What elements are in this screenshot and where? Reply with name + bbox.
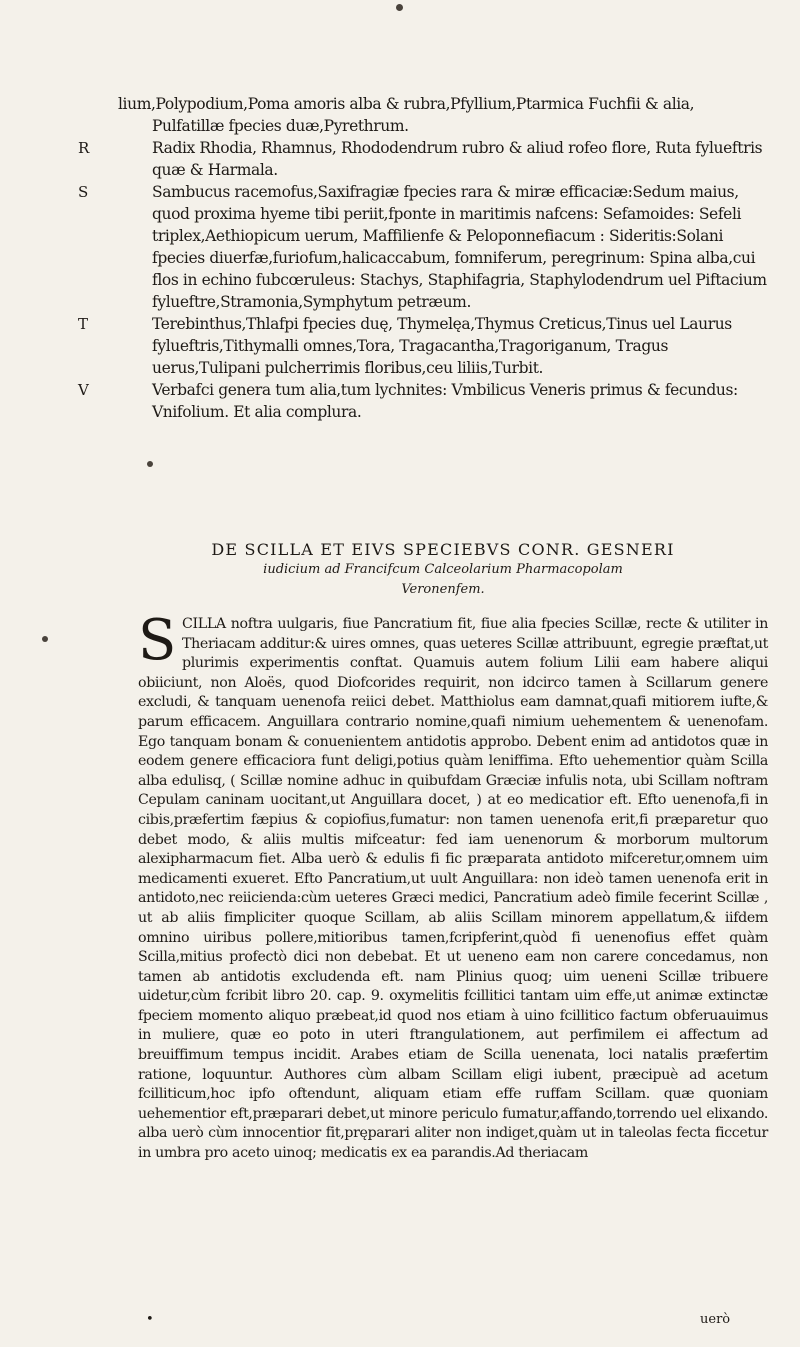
entry-s bbox=[78, 181, 768, 313]
ink-dot: • bbox=[146, 1312, 154, 1327]
entry-letter: S bbox=[78, 183, 88, 201]
entry-text: Terebinthus,Thlafpi fpecies duę, Thymelęa,Thymus Creticus,Tinus uel Laurus fylueftris,Tithymalli omnes,Tora, Tragacantha,Tragoriganum, Tragus uerus,Tulipani pulcherrimis floribus,ceu liliis,Turbit. bbox=[152, 315, 732, 377]
heading-subtitle: iudicium ad Francifcum Calceolarium Pharmacopolam bbox=[263, 562, 623, 577]
ink-blot bbox=[42, 636, 48, 642]
ink-blot bbox=[396, 4, 403, 11]
entry-letter: V bbox=[78, 381, 89, 399]
body-text: CILLA noftra uulgaris, fiue Pancratium fit, fiue alia fpecies Scillæ, recte & utiliter in Theriacam additur:& uires omnes, quas ueteres Scillæ attribuunt, egregie præftat,ut plurimis experimentis conftat. Quamuis autem folium Lilii eam habere aliqui obiiciunt, non Aloës, quod Diofcorides requirit, non idcirco tamen à Scillarum genere excludi, & tanquam uenenofa reiici debet. Matthiolus eam damnat,quafi mitiorem iufte,& parum efficacem. Anguillara contrario nomine,quafi nimium uehementem & uenenofam. Ego tanquam bonam & conuenientem antidotis approbo. Debent enim ad antidotos quæ in eodem genere efficaciora funt deligi,potius quàm leniffima. Efto uehementior quàm Scilla alba edulisq, ( Scillæ nomine adhuc in quibufdam Græciæ infulis nota, ubi Scillam noftram Cepulam caninam uocitant,ut Anguillara docet, ) at eo medicatior eft. Efto uenenofa,fi in cibis,præfertim fæpius & copiofius,fumatur: non tamen uenenofa erit,fi præparetur quo debet modo, & aliis multis mifceatur: fed iam uenenorum & morborum multorum alexipharmacum fiet. Alba uerò & edulis fi fic præparata antidoto mifceretur,omnem uim medicamenti exueret. Efto Pancratium,ut uult Anguillara: non ideò tamen uenenofa erit in antidoto,nec reiicienda:cùm ueteres Græci medici, Pancratium adeò fimile fecerint Scillæ , ut ab aliis fimpliciter quoque Scillam, ab aliis Scillam minorem appellatum,& iifdem omnino uiribus pollere,mitioribus tamen,fcripferint,quòd fi uenenofius effet quàm Scilla,mitius profectò dici non debebat. Et ut ueneno eam non carere concedamus, non tamen ab antidotis excludenda eft. nam Plinius quoq; uim ueneni Scillæ tribuere uidetur,cùm fcribit libro 20. cap. 9. oxymelitis fcillitici tantam uim effe,ut animæ extinctæ fpeciem momento aliquo præbeat,id quod nos etiam à uino fcillitico factum obferuauimus in muliere, quæ eo poto in uteri ftrangulationem, aut perfimilem ei affectum ad breuiffimum tempus incidit. Arabes etiam de Scilla uenenata, loci natalis præfertim ratione, loquuntur. Authores cùm albam Scillam eligi iubent, præcipuè ad acetum fcilliticum,hoc ipfo oftendunt, aliquam etiam effe ruffam Scillam. quæ quoniam uehementior eft,præparari debet,ut minore periculo fumatur,affando,torrendo uel elixando. alba uerò cùm innocentior fit,pręparari aliter non indiget,quàm ut in taleolas fecta ficcetur in umbra pro aceto uinoq; medicatis ex ea parandis.Ad theriacam bbox=[138, 616, 768, 1162]
drop-capital: S bbox=[138, 608, 177, 673]
continued-line: Pulfatillæ fpecies duæ,Pyrethrum. bbox=[152, 117, 409, 135]
entry-text: Verbafci genera tum alia,tum lychnites: Vmbilicus Veneris primus & fecundus: Vnifolium. Et alia complura. bbox=[152, 381, 738, 421]
heading-subtitle-2: Veronenfem. bbox=[401, 582, 485, 597]
entry-text: Sambucus racemofus,Saxifragiæ fpecies rara & miræ efficaciæ:Sedum maius, quod proxima hyeme tibi periit,fponte in maritimis nafcens: Sefamoides: Sefeli triplex,Aethiopicum uerum, Maffilienfe & Peloponnefiacum : Sideritis:Solani fpecies diuerfæ,furiofum,halicaccabum, fomniferum, peregrinum: Spina alba,cui flos in echino fubcœruleus: Stachys, Staphifagria, Staphylodendrum uel Piftacium fylueftre,Stramonia,Symphytum petræum. bbox=[152, 183, 767, 311]
entry-letter: T bbox=[78, 315, 88, 333]
ink-blot bbox=[147, 461, 153, 467]
entry-letter: R bbox=[78, 139, 89, 157]
entry-t bbox=[78, 313, 768, 379]
catchword: uerò bbox=[700, 1312, 731, 1327]
entry-r bbox=[78, 137, 768, 181]
entry-text: Radix Rhodia, Rhamnus, Rhododendrum rubro & aliud rofeo flore, Ruta fylueftris quæ & Harmala. bbox=[152, 139, 763, 179]
section-heading bbox=[118, 540, 768, 599]
body-paragraph bbox=[138, 608, 768, 1164]
heading-title: DE SCILLA ET EIVS SPECIEBVS CONR. GESNERI bbox=[211, 540, 675, 559]
continued-line: lium,Polypodium,Poma amoris alba & rubra,Pfyllium,Ptarmica Fuchfii & alia, bbox=[118, 95, 695, 113]
entry-v bbox=[78, 379, 768, 423]
plant-list-section bbox=[78, 93, 768, 423]
